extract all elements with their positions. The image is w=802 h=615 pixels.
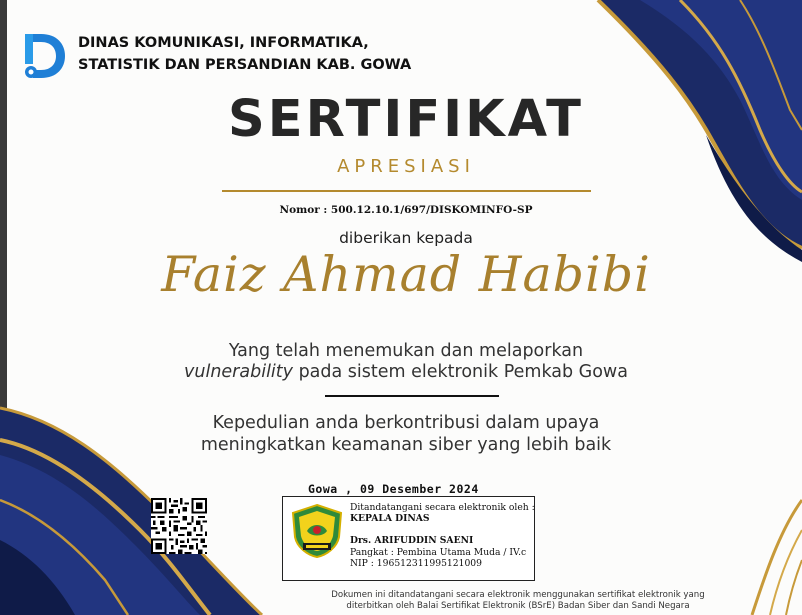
signer-rank: Pangkat : Pembina Utama Muda / IV.c: [350, 546, 527, 558]
gold-divider: [222, 190, 591, 192]
reason-line-1: Yang telah menemukan dan melaporkan: [228, 341, 584, 361]
given-to-label: diberikan kepada: [339, 229, 473, 247]
signer-position: KEPALA DINAS: [350, 513, 430, 525]
organization-line-1: DINAS KOMUNIKASI, INFORMATIKA,: [78, 35, 369, 51]
message-line-1: Kepedulian anda berkontribusi dalam upaya: [212, 413, 600, 433]
e-signature-box: [282, 496, 535, 581]
certificate-number: Nomor : 500.12.10.1/697/DISKOMINFO-SP: [279, 204, 533, 216]
signer-name: Drs. ARIFUDDIN SAENI: [350, 535, 474, 547]
signature-gap: [350, 524, 535, 535]
bsre-footnote: [298, 590, 738, 612]
footnote-line-2: diterbitkan oleh Balai Sertifikat Elektronik (BSrE) Badan Siber dan Sandi Negara: [346, 601, 690, 611]
footnote-line-1: Dokumen ini ditandatangani secara elektronik menggunakan sertifikat elektronik yang: [331, 590, 705, 600]
certificate-title: SERTIFIKAT: [228, 90, 584, 149]
organization-line-2: STATISTIK DAN PERSANDIAN KAB. GOWA: [78, 57, 412, 73]
reason-line-2-rest: pada sistem elektronik Pemkab Gowa: [293, 362, 628, 382]
diskominfo-logo-icon: [19, 30, 69, 82]
signed-note: Ditandatangani secara elektronik oleh :: [350, 502, 535, 513]
gowa-regency-seal-icon: [289, 503, 345, 559]
place-date: Gowa , 09 Desember 2024: [308, 482, 479, 496]
recipient-name: Faiz Ahmad Habibi: [161, 246, 651, 303]
black-divider: [325, 395, 499, 397]
signer-nip: NIP : 196512311995121009: [350, 557, 483, 569]
reason-line-2: [150, 362, 662, 382]
certificate-subtitle: APRESIASI: [337, 156, 475, 177]
signature-details: [350, 502, 535, 569]
qr-code-icon: [151, 498, 207, 554]
reason-italic-term: vulnerability: [184, 362, 294, 382]
message-line-2: meningkatkan keamanan siber yang lebih baik: [200, 435, 612, 455]
organization-name: [78, 32, 411, 76]
